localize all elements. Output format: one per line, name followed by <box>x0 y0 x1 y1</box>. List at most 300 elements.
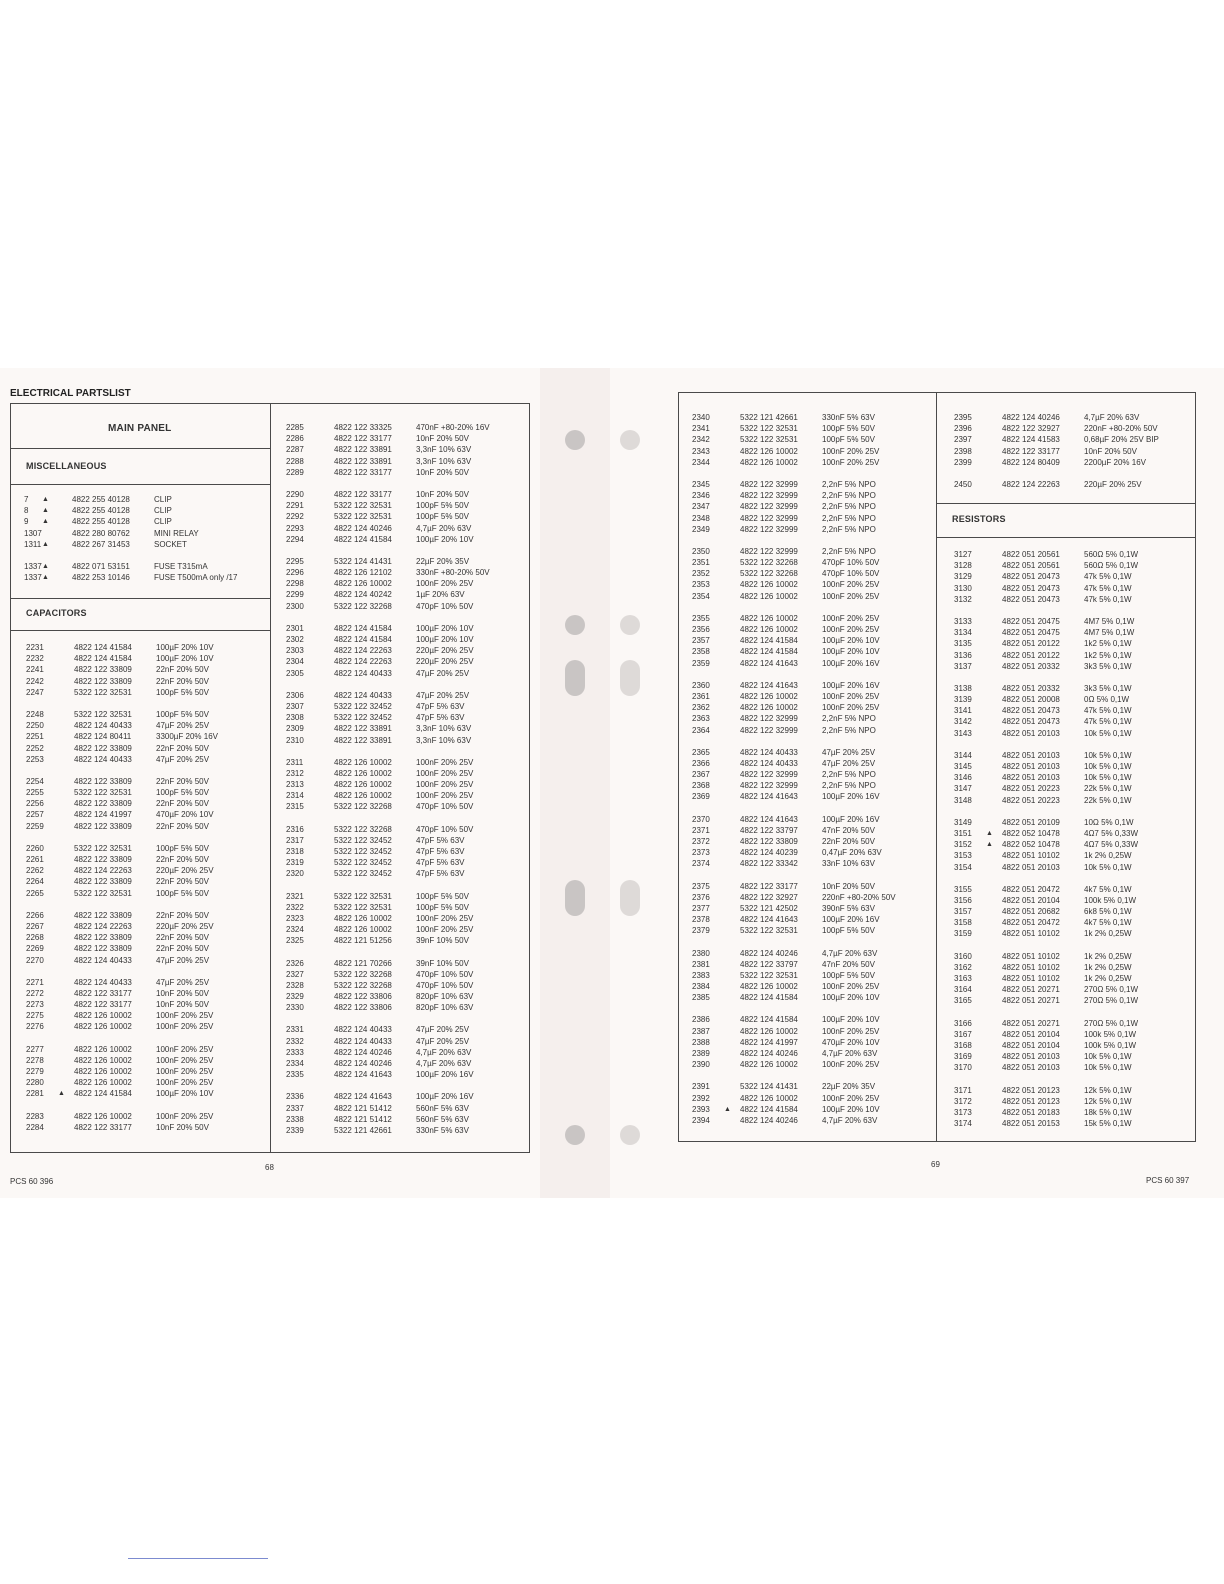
part-description: 100µF 20% 10V <box>156 643 214 652</box>
part-number: 4822 124 40246 <box>740 1115 798 1125</box>
part-description: 100nF 20% 25V <box>416 768 474 778</box>
part-description: 100µF 20% 10V <box>822 993 880 1003</box>
part-reference: 2365 <box>692 747 710 757</box>
part-number: 4822 122 33177 <box>1002 446 1060 456</box>
part-number: 4822 051 20103 <box>1002 762 1060 771</box>
part-number: 4822 124 41584 <box>334 534 392 544</box>
part-number: 4822 122 33177 <box>334 489 392 499</box>
part-number: 4822 124 80409 <box>1002 457 1060 467</box>
part-reference: 3151 <box>954 828 972 838</box>
part-row <box>692 914 932 925</box>
part-row <box>24 561 264 572</box>
part-reference: 2272 <box>26 988 44 998</box>
part-description: 10k 5% 0,1W <box>1084 1052 1132 1062</box>
part-row <box>286 790 526 801</box>
part-description: 220nF +80-20% 50V <box>1084 424 1158 434</box>
part-description: 100µF 20% 16V <box>822 814 880 824</box>
caps-rule <box>10 630 270 631</box>
part-row <box>954 661 1194 672</box>
part-description: 100µF 20% 10V <box>822 647 880 657</box>
right-page-number: 69 <box>931 1160 940 1169</box>
part-row <box>24 528 264 539</box>
capacitor-list-b <box>286 422 526 1147</box>
part-description: 220µF 20% 25V <box>156 866 214 876</box>
part-number: 4822 051 20153 <box>1002 1119 1060 1129</box>
part-row <box>692 501 932 512</box>
parts-group <box>954 549 1194 605</box>
part-description: 4,7µF 20% 63V <box>822 1049 878 1058</box>
part-number: 4822 122 33342 <box>740 859 798 869</box>
part-reference: 2323 <box>286 913 304 923</box>
part-description: 100µF 20% 10V <box>416 534 474 544</box>
part-reference: 2259 <box>26 821 44 831</box>
part-row <box>692 769 932 780</box>
part-description: 10nF 20% 50V <box>156 1122 209 1132</box>
part-row <box>692 457 932 468</box>
part-description: 1k2 5% 0,1W <box>1084 650 1132 660</box>
part-reference: 2390 <box>692 1060 710 1070</box>
part-number: 4822 051 10102 <box>1002 951 1060 961</box>
part-reference: 2340 <box>692 413 710 422</box>
part-reference: 3157 <box>954 907 972 917</box>
part-number: 4822 051 20183 <box>1002 1107 1060 1117</box>
main-panel-heading: MAIN PANEL <box>108 423 172 434</box>
part-description: 100k 5% 0,1W <box>1084 895 1137 905</box>
part-description: 100nF 20% 25V <box>822 613 880 623</box>
part-row <box>954 728 1194 739</box>
part-row <box>286 757 526 768</box>
part-description: 330nF 5% 63V <box>822 413 875 422</box>
part-description: 270Ω 5% 0,1W <box>1084 1018 1139 1028</box>
part-reference: 2336 <box>286 1092 304 1102</box>
resistor-list <box>954 549 1194 1140</box>
parts-group <box>26 977 266 1033</box>
part-number: 5322 122 32452 <box>334 869 392 879</box>
part-reference: 2305 <box>286 668 304 678</box>
part-row <box>692 825 932 836</box>
part-description: 33nF 10% 63V <box>822 859 875 869</box>
part-number: 5322 121 42661 <box>334 1125 392 1135</box>
part-description: 47pF 5% 63V <box>416 869 465 879</box>
part-reference: 1307 <box>24 528 42 538</box>
part-row <box>286 634 526 645</box>
part-description: 100pF 5% 50V <box>156 788 209 798</box>
part-number: 5322 121 42502 <box>740 903 798 913</box>
part-reference: 2395 <box>954 413 972 422</box>
part-row <box>286 924 526 935</box>
part-reference: 3152 <box>954 840 972 850</box>
part-reference: 2241 <box>26 665 44 675</box>
part-row <box>954 884 1194 895</box>
part-description: 470pF 10% 50V <box>416 601 474 611</box>
part-number: 4822 051 20103 <box>1002 862 1060 872</box>
part-reference: 2267 <box>26 921 44 931</box>
part-reference: 2312 <box>286 768 304 778</box>
part-reference: 3153 <box>954 851 972 861</box>
part-row <box>692 412 932 423</box>
parts-group <box>954 1018 1194 1074</box>
part-description: 4,7µF 20% 63V <box>416 523 472 533</box>
part-description: 22nF 20% 50V <box>156 944 209 954</box>
part-number: 4822 126 10002 <box>74 1067 132 1076</box>
part-row <box>954 1040 1194 1051</box>
part-number: 4822 122 33809 <box>74 665 132 675</box>
part-row <box>692 624 932 635</box>
part-row <box>286 913 526 924</box>
part-number: 4822 124 22263 <box>74 866 132 876</box>
part-number: 4822 126 10002 <box>74 1011 132 1021</box>
part-reference: 2309 <box>286 724 304 734</box>
part-row <box>286 567 526 578</box>
part-description: 1µF 20% 63V <box>416 590 465 600</box>
part-reference: 2362 <box>692 703 710 713</box>
part-description: 10nF 20% 50V <box>822 881 875 891</box>
part-number: 4822 126 10002 <box>740 1093 798 1103</box>
part-number: 4822 124 22263 <box>334 646 392 656</box>
part-reference: 2346 <box>692 491 710 501</box>
part-reference: 2265 <box>26 888 44 898</box>
part-row <box>954 434 1194 445</box>
caps-top-rule <box>10 598 270 599</box>
part-reference: 2313 <box>286 780 304 790</box>
part-number: 4822 124 41643 <box>740 814 798 824</box>
part-reference: 2450 <box>954 479 972 489</box>
part-row <box>26 977 266 988</box>
warning-icon: ▲ <box>42 540 49 548</box>
part-description: 100nF 20% 25V <box>156 1022 214 1032</box>
part-row <box>692 680 932 691</box>
part-number: 4822 126 10002 <box>74 1055 132 1065</box>
part-number: 4822 124 22263 <box>1002 479 1060 489</box>
part-reference: 8 <box>24 506 29 516</box>
part-description: 10k 5% 0,1W <box>1084 773 1132 783</box>
part-reference: 2364 <box>692 725 710 735</box>
parts-group <box>26 843 266 899</box>
part-description: 10k 5% 0,1W <box>1084 728 1132 738</box>
part-reference: 2255 <box>26 788 44 798</box>
part-reference: 2248 <box>26 709 44 719</box>
part-reference: 2374 <box>692 859 710 869</box>
parts-group <box>692 1081 932 1126</box>
part-reference: 2252 <box>26 743 44 753</box>
part-reference: 2260 <box>26 843 44 853</box>
part-row <box>692 434 932 445</box>
part-row <box>286 824 526 835</box>
part-description: 10nF 20% 50V <box>156 1000 209 1010</box>
part-description: 3,3nF 10% 63V <box>416 735 472 745</box>
part-row <box>954 828 1194 839</box>
part-reference: 2296 <box>286 568 304 578</box>
part-number: 5322 122 32531 <box>74 843 132 853</box>
part-row <box>26 787 266 798</box>
part-row <box>692 613 932 624</box>
part-description: 4,7µF 20% 63V <box>822 1115 878 1125</box>
part-reference: 2286 <box>286 434 304 444</box>
parts-group <box>692 680 932 736</box>
part-description: 12k 5% 0,1W <box>1084 1085 1132 1095</box>
right-column-divider <box>936 392 937 1142</box>
part-row <box>954 1062 1194 1073</box>
part-row <box>26 921 266 932</box>
part-reference: 2386 <box>692 1015 710 1025</box>
part-row <box>286 456 526 467</box>
part-description: 22nF 20% 50V <box>156 855 209 864</box>
part-description: 100nF 20% 25V <box>416 913 474 923</box>
part-reference: 2288 <box>286 456 304 466</box>
parts-group <box>286 958 526 1014</box>
part-number: 4822 122 33809 <box>74 776 132 786</box>
part-row <box>286 467 526 478</box>
part-reference: 2379 <box>692 926 710 936</box>
part-number: 4822 122 33177 <box>334 434 392 444</box>
part-reference: 2326 <box>286 958 304 968</box>
part-description: 100nF 20% 25V <box>822 691 880 701</box>
part-number: 4822 051 20103 <box>1002 750 1060 760</box>
part-row <box>954 1096 1194 1107</box>
part-number: 4822 051 10102 <box>1002 851 1060 861</box>
part-row <box>954 1018 1194 1029</box>
part-reference: 2370 <box>692 814 710 824</box>
part-row <box>26 720 266 731</box>
part-number: 5322 122 32531 <box>334 501 392 511</box>
part-reference: 2319 <box>286 858 304 868</box>
part-row <box>692 635 932 646</box>
part-row <box>692 691 932 702</box>
part-number: 4822 051 20104 <box>1002 1040 1060 1050</box>
part-number: 4822 124 41584 <box>74 654 132 664</box>
part-number: 4822 124 40433 <box>740 758 798 768</box>
part-row <box>954 761 1194 772</box>
part-row <box>286 1047 526 1058</box>
part-row <box>26 731 266 742</box>
part-row <box>954 1085 1194 1096</box>
part-description: 47µF 20% 25V <box>416 1025 470 1035</box>
part-row <box>954 650 1194 661</box>
part-number: 4822 051 20561 <box>1002 550 1060 559</box>
binder-hole <box>565 430 585 450</box>
part-reference: 2250 <box>26 721 44 731</box>
part-reference: 3168 <box>954 1040 972 1050</box>
part-description: 47pF 5% 63V <box>416 713 465 723</box>
part-row <box>286 779 526 790</box>
part-row <box>954 862 1194 873</box>
part-reference: 2357 <box>692 636 710 646</box>
part-reference: 2275 <box>26 1011 44 1021</box>
part-number: 4822 051 20473 <box>1002 583 1060 593</box>
part-number: 4822 124 41643 <box>740 680 798 690</box>
part-reference: 2268 <box>26 933 44 943</box>
part-number: 4822 124 40246 <box>334 523 392 533</box>
part-description: 470pF 10% 50V <box>822 558 880 568</box>
part-number: 4822 124 41584 <box>740 993 798 1003</box>
part-reference: 2301 <box>286 623 304 633</box>
parts-group <box>26 1044 266 1100</box>
part-number: 4822 051 20122 <box>1002 650 1060 660</box>
part-description: 47k 5% 0,1W <box>1084 594 1132 604</box>
part-number: 4822 124 41643 <box>740 792 798 802</box>
part-number: 5322 122 32531 <box>740 926 798 936</box>
part-description: 100pF 5% 50V <box>416 501 469 511</box>
part-row <box>26 642 266 653</box>
part-row <box>286 668 526 679</box>
part-description: 15k 5% 0,1W <box>1084 1119 1132 1129</box>
part-description: 1k 2% 0,25W <box>1084 974 1132 983</box>
part-row <box>26 1044 266 1055</box>
part-description: 1k2 5% 0,1W <box>1084 639 1132 649</box>
part-row <box>692 1081 932 1092</box>
part-row <box>692 568 932 579</box>
part-row <box>286 980 526 991</box>
part-description: 100µF 20% 16V <box>416 1092 474 1102</box>
part-number: 5322 122 32531 <box>74 888 132 898</box>
part-number: 4822 122 33325 <box>334 423 392 432</box>
part-description: 100pF 5% 50V <box>156 843 209 853</box>
part-number: 4822 124 41584 <box>740 636 798 646</box>
parts-group <box>286 1091 526 1136</box>
part-reference: 2354 <box>692 591 710 601</box>
part-row <box>24 539 264 550</box>
part-row <box>954 616 1194 627</box>
part-row <box>692 479 932 490</box>
part-number: 5322 122 32531 <box>74 687 132 697</box>
part-number: 4822 126 10002 <box>740 1026 798 1036</box>
part-number: 4822 051 20104 <box>1002 895 1060 905</box>
part-reference: 3149 <box>954 817 972 827</box>
part-number: 4822 126 10002 <box>74 1111 132 1121</box>
part-description: 100µF 20% 10V <box>822 1015 880 1025</box>
part-description: SOCKET <box>154 539 187 549</box>
part-reference: 2329 <box>286 992 304 1002</box>
part-number: 4822 051 20473 <box>1002 594 1060 604</box>
capacitors-heading: CAPACITORS <box>26 608 87 618</box>
part-number: 4822 051 20473 <box>1002 717 1060 727</box>
part-number: 5322 122 32531 <box>740 970 798 980</box>
part-row <box>24 572 264 583</box>
part-description: 47k 5% 0,1W <box>1084 572 1132 582</box>
part-number: 4822 122 32999 <box>740 491 798 501</box>
part-row <box>286 1114 526 1125</box>
part-reference: 2232 <box>26 654 44 664</box>
part-number: 4822 052 10478 <box>1002 828 1060 838</box>
part-number: 4822 126 10002 <box>334 780 392 790</box>
part-description: 22nF 20% 50V <box>156 910 209 920</box>
part-description: 2,2nF 5% NPO <box>822 491 876 501</box>
part-reference: 1311 <box>24 539 42 549</box>
part-reference: 2388 <box>692 1037 710 1047</box>
part-reference: 2311 <box>286 757 304 767</box>
part-description: 100pF 5% 50V <box>822 435 875 445</box>
part-row <box>692 1093 932 1104</box>
part-reference: 2344 <box>692 457 710 467</box>
part-row <box>692 646 932 657</box>
part-number: 4822 122 33177 <box>74 988 132 998</box>
part-row <box>26 854 266 865</box>
part-reference: 3145 <box>954 762 972 771</box>
part-row <box>954 750 1194 761</box>
part-number: 4822 124 41584 <box>74 1089 132 1099</box>
part-row <box>26 653 266 664</box>
part-description: 4k7 5% 0,1W <box>1084 918 1132 928</box>
part-row <box>286 1024 526 1035</box>
part-reference: 3173 <box>954 1107 972 1117</box>
part-number: 4822 126 10002 <box>334 791 392 801</box>
part-reference: 2349 <box>692 524 710 534</box>
part-row <box>24 505 264 516</box>
part-number: 4822 122 33809 <box>74 821 132 831</box>
part-number: 4822 122 33806 <box>334 1003 392 1013</box>
part-reference: 2399 <box>954 457 972 467</box>
part-description: 100µF 20% 16V <box>822 915 880 925</box>
part-description: 0,68µF 20% 25V BIP <box>1084 435 1159 445</box>
part-number: 5322 122 32452 <box>334 701 392 711</box>
part-number: 4822 122 32999 <box>740 513 798 523</box>
part-reference: 2385 <box>692 993 710 1003</box>
part-row <box>692 1014 932 1025</box>
part-row <box>692 490 932 501</box>
part-number: 4822 051 20123 <box>1002 1085 1060 1095</box>
part-number: 4822 122 32999 <box>740 714 798 724</box>
part-reference: 2293 <box>286 523 304 533</box>
part-number: 4822 122 33891 <box>334 456 392 466</box>
part-reference: 3138 <box>954 683 972 693</box>
part-number: 5322 122 32452 <box>334 847 392 856</box>
part-row <box>954 973 1194 984</box>
part-description: 100nF 20% 25V <box>416 925 474 935</box>
part-row <box>26 888 266 899</box>
part-row <box>954 1107 1194 1118</box>
part-description: 470µF 20% 10V <box>822 1037 880 1047</box>
part-description: 39nF 10% 50V <box>416 936 469 946</box>
part-description: 100pF 5% 50V <box>416 902 469 912</box>
part-row <box>954 850 1194 861</box>
part-description: 2,2nF 5% NPO <box>822 781 876 791</box>
parts-group <box>692 1014 932 1070</box>
part-description: 4M7 5% 0,1W <box>1084 628 1135 638</box>
part-row <box>954 1029 1194 1040</box>
part-number: 4822 126 10002 <box>740 580 798 590</box>
part-row <box>692 925 932 936</box>
part-number: 4822 122 33809 <box>740 837 798 846</box>
part-row <box>692 858 932 869</box>
part-row <box>286 523 526 534</box>
capacitor-list-d <box>954 412 1194 501</box>
part-description: 47pF 5% 63V <box>416 858 465 868</box>
part-row <box>954 423 1194 434</box>
part-description: 220µF 20% 25V <box>1084 479 1142 489</box>
part-number: 4822 126 10002 <box>334 913 392 923</box>
part-number: 5322 122 32268 <box>740 558 798 568</box>
right-page-code: PCS 60 397 <box>1146 1176 1190 1185</box>
part-description: 10k 5% 0,1W <box>1084 750 1132 760</box>
part-description: 100nF 20% 25V <box>822 446 880 456</box>
part-reference: 2348 <box>692 513 710 523</box>
part-description: 220µF 20% 25V <box>416 657 474 667</box>
part-reference: 2310 <box>286 735 304 745</box>
part-number: 5322 122 32531 <box>74 788 132 798</box>
part-reference: 2337 <box>286 1103 304 1113</box>
part-description: 470nF +80-20% 16V <box>416 423 490 432</box>
part-number: 4822 051 20123 <box>1002 1096 1060 1106</box>
part-reference: 2371 <box>692 825 710 835</box>
part-row <box>692 546 932 557</box>
part-row <box>26 943 266 954</box>
part-description: 2,2nF 5% NPO <box>822 513 876 523</box>
part-row <box>286 857 526 868</box>
part-row <box>286 1103 526 1114</box>
part-description: 4,7µF 20% 63V <box>416 1059 472 1068</box>
part-number: 4822 122 33809 <box>74 910 132 920</box>
part-row <box>954 783 1194 794</box>
